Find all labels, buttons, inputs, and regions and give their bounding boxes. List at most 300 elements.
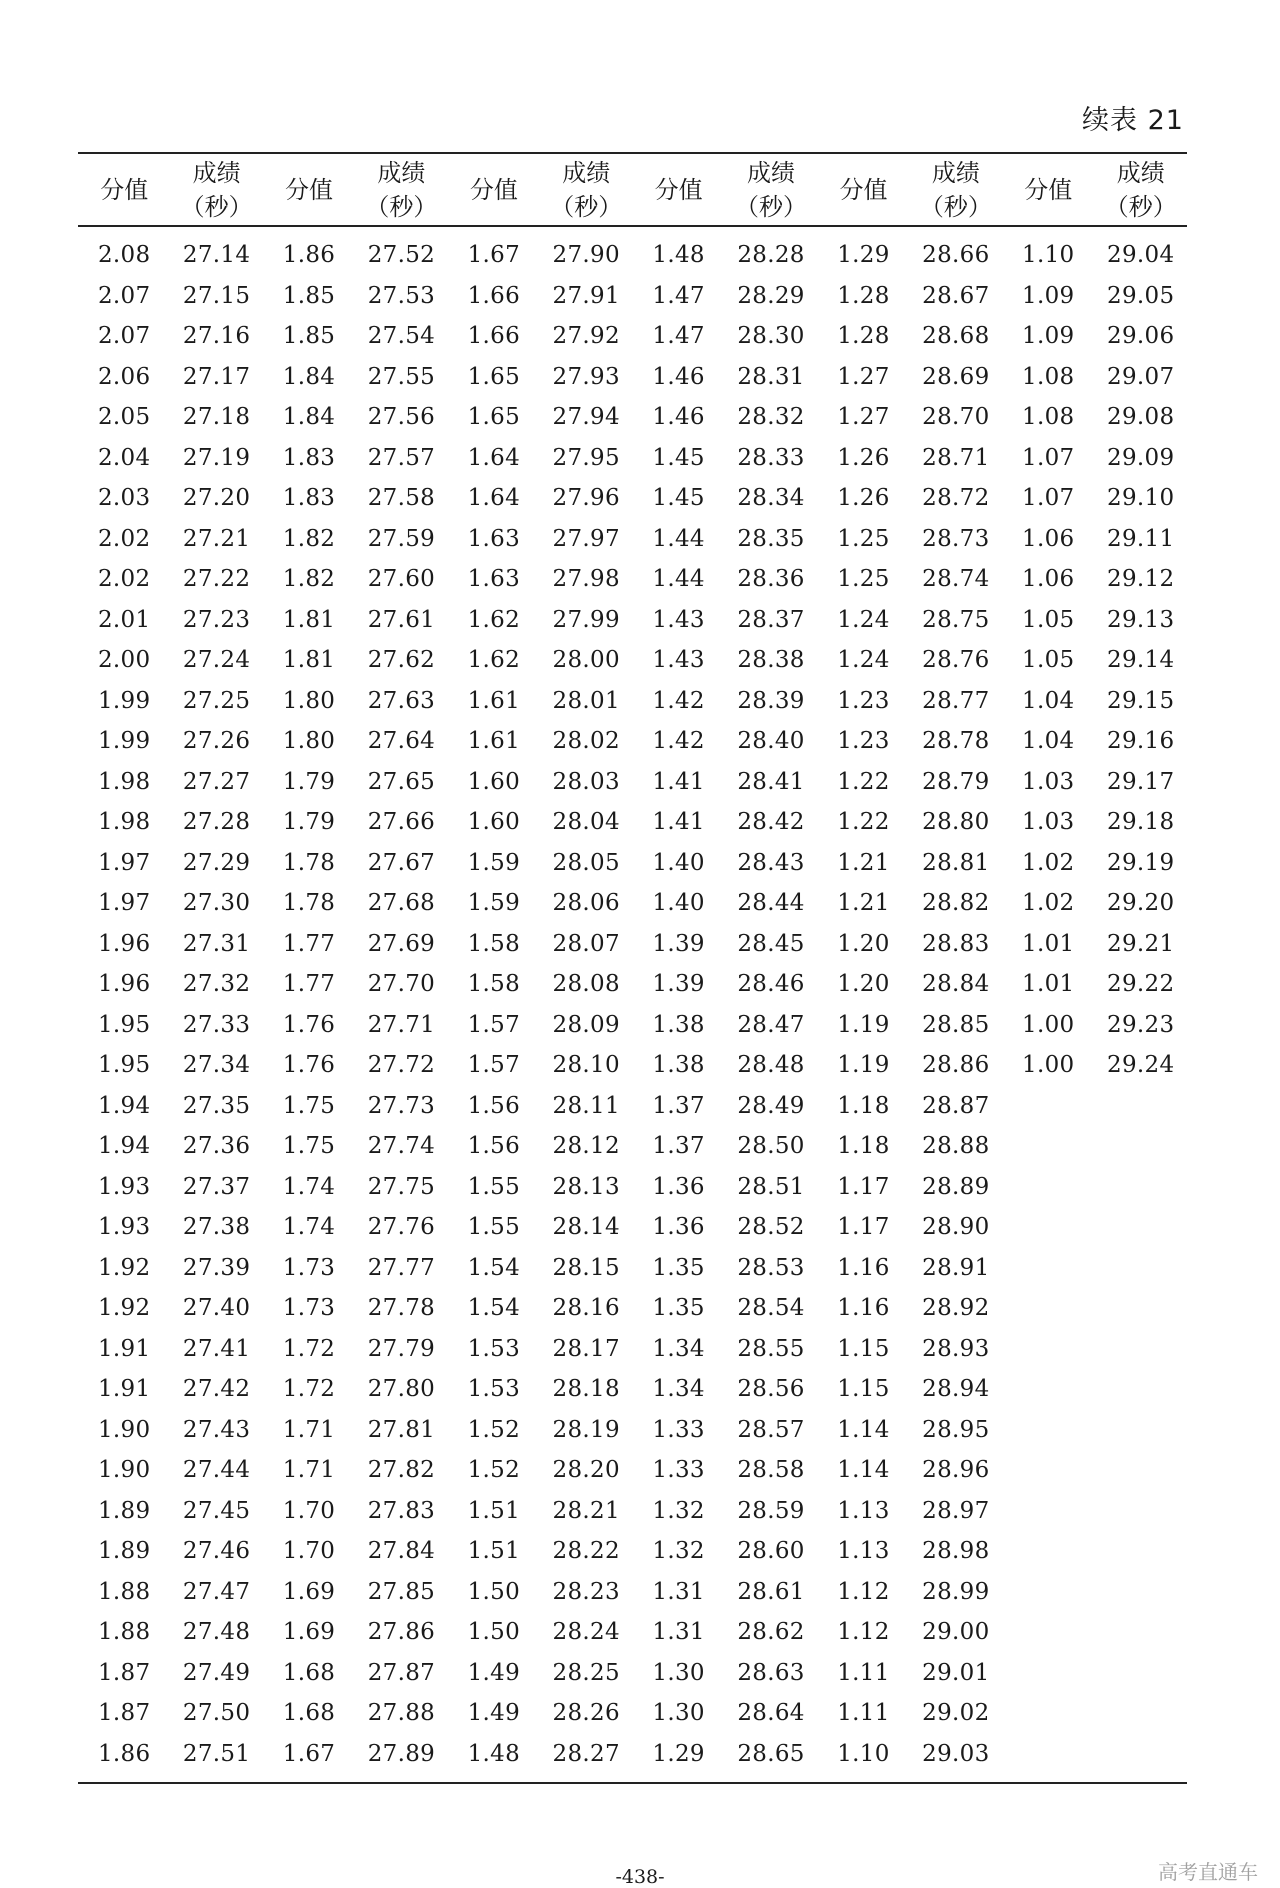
table-row	[78, 1612, 1187, 1653]
header-result: 成绩 （秒）	[910, 153, 1002, 226]
result-cell	[1094, 1450, 1187, 1491]
result-cell: 28.08	[552, 971, 620, 998]
result-cell: 27.57	[367, 444, 436, 471]
score-cell: 2.04	[97, 444, 151, 471]
score-cell: 1.74	[282, 1214, 336, 1241]
result-cell: 27.24	[182, 647, 251, 674]
result-cell: 27.17	[182, 363, 251, 390]
score-cell: 1.19	[837, 1011, 890, 1038]
result-cell: 29.22	[1107, 971, 1175, 998]
result-cell: 28.30	[737, 323, 805, 350]
score-cell: 1.01	[1022, 930, 1075, 957]
score-cell: 1.50	[467, 1619, 521, 1646]
result-cell	[1094, 1572, 1187, 1613]
result-cell: 27.38	[182, 1214, 251, 1241]
header-result: 成绩 （秒）	[355, 153, 447, 226]
result-cell: 28.37	[737, 606, 805, 633]
result-cell: 28.86	[922, 1052, 990, 1079]
result-cell: 27.34	[182, 1052, 251, 1079]
score-cell	[1002, 1450, 1094, 1491]
result-cell: 27.83	[367, 1497, 436, 1524]
score-cell: 1.09	[1022, 323, 1075, 350]
score-cell: 1.65	[467, 363, 521, 390]
result-cell: 27.23	[182, 606, 251, 633]
score-cell: 1.14	[837, 1416, 890, 1443]
header-score: 分值	[78, 153, 170, 226]
score-cell: 1.54	[467, 1295, 521, 1322]
result-cell: 29.09	[1107, 444, 1175, 471]
score-cell: 1.79	[282, 768, 336, 795]
result-cell: 29.05	[1107, 282, 1175, 309]
score-table	[78, 152, 1187, 1784]
result-cell: 27.28	[182, 809, 251, 836]
score-cell: 1.40	[652, 890, 705, 917]
table-row	[78, 438, 1187, 479]
score-cell: 1.87	[97, 1659, 151, 1686]
result-cell: 27.82	[367, 1457, 436, 1484]
table-row	[78, 883, 1187, 924]
score-cell: 1.20	[837, 930, 890, 957]
result-cell: 28.26	[552, 1700, 620, 1727]
score-cell: 1.62	[467, 606, 521, 633]
result-cell: 27.78	[367, 1295, 436, 1322]
score-cell: 1.15	[837, 1335, 890, 1362]
table-row	[78, 276, 1187, 317]
table-row	[78, 1329, 1187, 1370]
table-row	[78, 1086, 1187, 1127]
result-cell: 27.49	[182, 1659, 251, 1686]
score-cell	[1002, 1329, 1094, 1370]
score-cell: 1.05	[1022, 606, 1075, 633]
result-cell: 27.66	[367, 809, 436, 836]
score-cell: 1.27	[837, 363, 890, 390]
score-cell: 1.21	[837, 849, 890, 876]
score-cell	[1002, 1693, 1094, 1734]
score-cell: 1.34	[652, 1376, 705, 1403]
result-cell: 27.35	[182, 1092, 251, 1119]
score-cell: 1.90	[97, 1457, 151, 1484]
result-cell: 27.75	[367, 1173, 436, 1200]
score-cell: 1.25	[837, 566, 890, 593]
result-cell: 28.35	[737, 525, 805, 552]
score-cell: 1.49	[467, 1659, 521, 1686]
result-cell: 28.95	[922, 1416, 990, 1443]
result-cell: 27.79	[367, 1335, 436, 1362]
header-result: 成绩 （秒）	[725, 153, 817, 226]
score-cell: 1.95	[97, 1011, 151, 1038]
score-cell: 1.69	[282, 1619, 336, 1646]
result-cell: 29.08	[1107, 404, 1175, 431]
score-cell: 1.03	[1022, 768, 1075, 795]
score-cell: 1.85	[282, 282, 336, 309]
score-cell: 1.71	[282, 1457, 336, 1484]
header-score: 分值	[817, 153, 909, 226]
result-cell: 28.77	[922, 687, 990, 714]
score-cell: 1.13	[837, 1497, 890, 1524]
table-row	[78, 1734, 1187, 1784]
result-cell: 28.83	[922, 930, 990, 957]
table-row	[78, 1491, 1187, 1532]
score-cell: 1.46	[652, 363, 705, 390]
result-cell: 28.03	[552, 768, 620, 795]
result-cell: 28.96	[922, 1457, 990, 1484]
score-cell: 1.55	[467, 1173, 521, 1200]
result-cell: 28.14	[552, 1214, 620, 1241]
result-cell: 28.66	[922, 242, 990, 269]
result-cell: 28.76	[922, 647, 990, 674]
result-cell: 28.10	[552, 1052, 620, 1079]
result-cell: 27.74	[367, 1133, 436, 1160]
result-cell: 28.09	[552, 1011, 620, 1038]
table-row	[78, 1531, 1187, 1572]
score-cell: 1.70	[282, 1497, 336, 1524]
score-cell: 1.07	[1022, 444, 1075, 471]
score-cell: 1.26	[837, 444, 890, 471]
result-cell: 27.42	[182, 1376, 251, 1403]
result-cell: 28.82	[922, 890, 990, 917]
result-cell: 27.37	[182, 1173, 251, 1200]
score-cell: 1.56	[467, 1133, 521, 1160]
score-cell: 1.79	[282, 809, 336, 836]
score-cell: 1.44	[652, 525, 705, 552]
result-cell: 28.38	[737, 647, 805, 674]
score-cell: 1.29	[837, 242, 890, 269]
result-cell: 27.14	[182, 242, 251, 269]
result-cell: 28.87	[922, 1092, 990, 1119]
score-cell: 1.54	[467, 1254, 521, 1281]
table-row	[78, 316, 1187, 357]
result-cell: 27.62	[367, 647, 436, 674]
score-cell: 1.83	[282, 444, 336, 471]
result-cell: 28.25	[552, 1659, 620, 1686]
score-cell: 1.89	[97, 1497, 151, 1524]
result-cell: 28.21	[552, 1497, 620, 1524]
result-cell: 27.69	[367, 930, 436, 957]
result-cell: 27.81	[367, 1416, 436, 1443]
result-cell: 29.13	[1107, 606, 1175, 633]
score-cell: 1.09	[1022, 282, 1075, 309]
score-cell: 1.59	[467, 849, 521, 876]
score-cell: 1.15	[837, 1376, 890, 1403]
table-row	[78, 1693, 1187, 1734]
result-cell: 27.72	[367, 1052, 436, 1079]
score-cell: 1.82	[282, 566, 336, 593]
result-cell: 27.39	[182, 1254, 251, 1281]
table-row	[78, 1369, 1187, 1410]
score-cell: 1.36	[652, 1173, 705, 1200]
result-cell	[1094, 1693, 1187, 1734]
result-cell: 27.94	[552, 404, 620, 431]
score-cell: 1.57	[467, 1052, 521, 1079]
score-cell: 1.62	[467, 647, 521, 674]
result-cell: 28.13	[552, 1173, 620, 1200]
score-cell: 1.26	[837, 485, 890, 512]
result-cell: 28.01	[552, 687, 620, 714]
result-cell	[1094, 1207, 1187, 1248]
score-cell: 1.90	[97, 1416, 151, 1443]
result-cell: 28.53	[737, 1254, 805, 1281]
result-cell: 27.93	[552, 363, 620, 390]
result-cell: 28.75	[922, 606, 990, 633]
score-cell: 1.80	[282, 687, 336, 714]
result-cell: 27.53	[367, 282, 436, 309]
result-cell	[1094, 1167, 1187, 1208]
score-cell: 1.81	[282, 606, 336, 633]
score-cell	[1002, 1369, 1094, 1410]
result-cell: 28.40	[737, 728, 805, 755]
result-cell: 28.20	[552, 1457, 620, 1484]
result-cell: 28.57	[737, 1416, 805, 1443]
score-cell: 1.37	[652, 1133, 705, 1160]
table-row	[78, 600, 1187, 641]
result-cell: 28.92	[922, 1295, 990, 1322]
result-cell: 27.30	[182, 890, 251, 917]
score-cell: 1.94	[97, 1133, 151, 1160]
score-cell: 1.65	[467, 404, 521, 431]
result-cell: 27.56	[367, 404, 436, 431]
result-cell: 27.52	[367, 242, 436, 269]
score-cell	[1002, 1288, 1094, 1329]
score-cell: 1.16	[837, 1254, 890, 1281]
table-row	[78, 1410, 1187, 1451]
score-cell: 1.00	[1022, 1011, 1075, 1038]
result-cell: 28.52	[737, 1214, 805, 1241]
result-cell: 28.43	[737, 849, 805, 876]
score-cell: 1.58	[467, 971, 521, 998]
result-cell: 28.70	[922, 404, 990, 431]
table-row	[78, 519, 1187, 560]
score-cell: 1.95	[97, 1052, 151, 1079]
result-cell: 27.47	[182, 1578, 251, 1605]
result-cell: 27.71	[367, 1011, 436, 1038]
score-cell: 1.68	[282, 1700, 336, 1727]
score-cell: 1.76	[282, 1011, 336, 1038]
score-cell: 1.23	[837, 728, 890, 755]
score-cell: 1.75	[282, 1133, 336, 1160]
score-cell: 1.37	[652, 1092, 705, 1119]
result-cell: 29.15	[1107, 687, 1175, 714]
result-cell: 27.33	[182, 1011, 251, 1038]
score-cell: 1.28	[837, 282, 890, 309]
result-cell: 27.41	[182, 1335, 251, 1362]
result-cell: 27.18	[182, 404, 251, 431]
result-cell: 28.44	[737, 890, 805, 917]
score-cell: 1.14	[837, 1457, 890, 1484]
score-cell	[1002, 1410, 1094, 1451]
score-cell	[1002, 1086, 1094, 1127]
score-cell: 1.18	[837, 1092, 890, 1119]
score-cell: 1.61	[467, 687, 521, 714]
score-cell: 1.31	[652, 1619, 705, 1646]
page-number: -438-	[615, 1866, 665, 1888]
score-cell: 1.81	[282, 647, 336, 674]
result-cell: 27.87	[367, 1659, 436, 1686]
score-cell: 1.73	[282, 1295, 336, 1322]
score-cell: 1.08	[1022, 363, 1075, 390]
result-cell: 29.24	[1107, 1052, 1175, 1079]
score-cell: 1.78	[282, 890, 336, 917]
result-cell	[1094, 1369, 1187, 1410]
table-row	[78, 1450, 1187, 1491]
score-cell: 1.86	[97, 1740, 151, 1767]
header-score: 分值	[448, 153, 540, 226]
score-cell: 1.08	[1022, 404, 1075, 431]
result-cell: 28.00	[552, 647, 620, 674]
result-cell: 29.21	[1107, 930, 1175, 957]
score-cell: 1.93	[97, 1173, 151, 1200]
score-cell: 1.86	[282, 242, 336, 269]
score-cell	[1002, 1734, 1094, 1784]
score-cell: 1.27	[837, 404, 890, 431]
result-cell: 27.65	[367, 768, 436, 795]
table-body	[78, 226, 1187, 1783]
score-cell: 1.50	[467, 1578, 521, 1605]
table-row	[78, 1248, 1187, 1289]
score-cell: 1.39	[652, 930, 705, 957]
score-cell: 2.06	[97, 363, 151, 390]
score-cell: 2.02	[97, 566, 151, 593]
score-cell: 1.72	[282, 1335, 336, 1362]
score-cell: 1.58	[467, 930, 521, 957]
score-cell: 1.61	[467, 728, 521, 755]
result-cell: 28.27	[552, 1740, 620, 1767]
score-cell: 1.73	[282, 1254, 336, 1281]
result-cell: 29.07	[1107, 363, 1175, 390]
score-cell: 1.41	[652, 768, 705, 795]
result-cell: 28.67	[922, 282, 990, 309]
result-cell: 27.48	[182, 1619, 251, 1646]
score-cell: 1.43	[652, 606, 705, 633]
score-cell	[1002, 1207, 1094, 1248]
result-cell: 27.51	[182, 1740, 251, 1767]
result-cell: 27.22	[182, 566, 251, 593]
score-cell: 1.64	[467, 444, 521, 471]
score-cell: 1.55	[467, 1214, 521, 1241]
score-cell: 1.74	[282, 1173, 336, 1200]
score-cell: 1.63	[467, 566, 521, 593]
table-row	[78, 762, 1187, 803]
result-cell: 29.14	[1107, 647, 1175, 674]
score-cell: 1.35	[652, 1254, 705, 1281]
score-cell: 1.24	[837, 606, 890, 633]
score-cell: 1.60	[467, 768, 521, 795]
result-cell: 27.31	[182, 930, 251, 957]
result-cell	[1094, 1531, 1187, 1572]
score-cell: 1.18	[837, 1133, 890, 1160]
result-cell: 28.62	[737, 1619, 805, 1646]
score-cell: 1.64	[467, 485, 521, 512]
score-cell: 1.60	[467, 809, 521, 836]
score-cell: 1.48	[467, 1740, 521, 1767]
score-cell: 1.45	[652, 485, 705, 512]
header-score: 分值	[632, 153, 724, 226]
score-cell: 1.89	[97, 1538, 151, 1565]
score-cell: 1.04	[1022, 687, 1075, 714]
score-cell: 1.17	[837, 1214, 890, 1241]
score-cell: 2.01	[97, 606, 151, 633]
score-cell: 1.91	[97, 1335, 151, 1362]
header-score: 分值	[263, 153, 355, 226]
score-cell: 1.63	[467, 525, 521, 552]
result-cell	[1094, 1653, 1187, 1694]
result-cell: 27.84	[367, 1538, 436, 1565]
score-cell: 1.53	[467, 1376, 521, 1403]
score-cell: 1.42	[652, 728, 705, 755]
score-cell: 1.30	[652, 1659, 705, 1686]
score-cell: 2.03	[97, 485, 151, 512]
result-cell	[1094, 1126, 1187, 1167]
result-cell: 27.43	[182, 1416, 251, 1443]
table-row	[78, 1126, 1187, 1167]
score-cell: 1.57	[467, 1011, 521, 1038]
result-cell: 28.07	[552, 930, 620, 957]
score-cell: 2.00	[97, 647, 151, 674]
result-cell: 28.79	[922, 768, 990, 795]
score-cell: 1.33	[652, 1457, 705, 1484]
result-cell: 29.12	[1107, 566, 1175, 593]
result-cell: 28.51	[737, 1173, 805, 1200]
table-row	[78, 1572, 1187, 1613]
result-cell: 28.24	[552, 1619, 620, 1646]
score-cell: 1.96	[97, 971, 151, 998]
result-cell: 28.64	[737, 1700, 805, 1727]
result-cell: 28.23	[552, 1578, 620, 1605]
score-cell: 1.35	[652, 1295, 705, 1322]
result-cell: 27.85	[367, 1578, 436, 1605]
result-cell: 27.21	[182, 525, 251, 552]
result-cell: 27.59	[367, 525, 436, 552]
score-cell: 2.05	[97, 404, 151, 431]
result-cell: 28.32	[737, 404, 805, 431]
table-row	[78, 397, 1187, 438]
score-cell: 1.69	[282, 1578, 336, 1605]
table-row	[78, 357, 1187, 398]
score-cell: 1.84	[282, 363, 336, 390]
score-cell: 2.08	[97, 242, 151, 269]
result-cell: 27.45	[182, 1497, 251, 1524]
table-row	[78, 964, 1187, 1005]
header-result: 成绩 （秒）	[1094, 153, 1187, 226]
score-cell: 1.12	[837, 1619, 890, 1646]
table-row	[78, 802, 1187, 843]
score-cell: 1.93	[97, 1214, 151, 1241]
score-cell: 1.97	[97, 849, 151, 876]
score-cell: 1.42	[652, 687, 705, 714]
score-cell: 1.80	[282, 728, 336, 755]
score-cell: 1.94	[97, 1092, 151, 1119]
score-cell: 1.77	[282, 930, 336, 957]
score-cell: 1.47	[652, 282, 705, 309]
result-cell: 28.63	[737, 1659, 805, 1686]
result-cell: 27.88	[367, 1700, 436, 1727]
result-cell: 27.36	[182, 1133, 251, 1160]
result-cell: 27.32	[182, 971, 251, 998]
score-cell: 1.25	[837, 525, 890, 552]
table-row	[78, 1288, 1187, 1329]
score-cell: 1.70	[282, 1538, 336, 1565]
score-cell: 1.68	[282, 1659, 336, 1686]
score-cell: 1.48	[652, 242, 705, 269]
table-row	[78, 843, 1187, 884]
score-cell: 1.16	[837, 1295, 890, 1322]
result-cell: 28.73	[922, 525, 990, 552]
result-cell: 28.69	[922, 363, 990, 390]
result-cell: 27.76	[367, 1214, 436, 1241]
table-row	[78, 1167, 1187, 1208]
result-cell: 28.78	[922, 728, 990, 755]
score-cell: 1.02	[1022, 849, 1075, 876]
score-cell: 1.71	[282, 1416, 336, 1443]
